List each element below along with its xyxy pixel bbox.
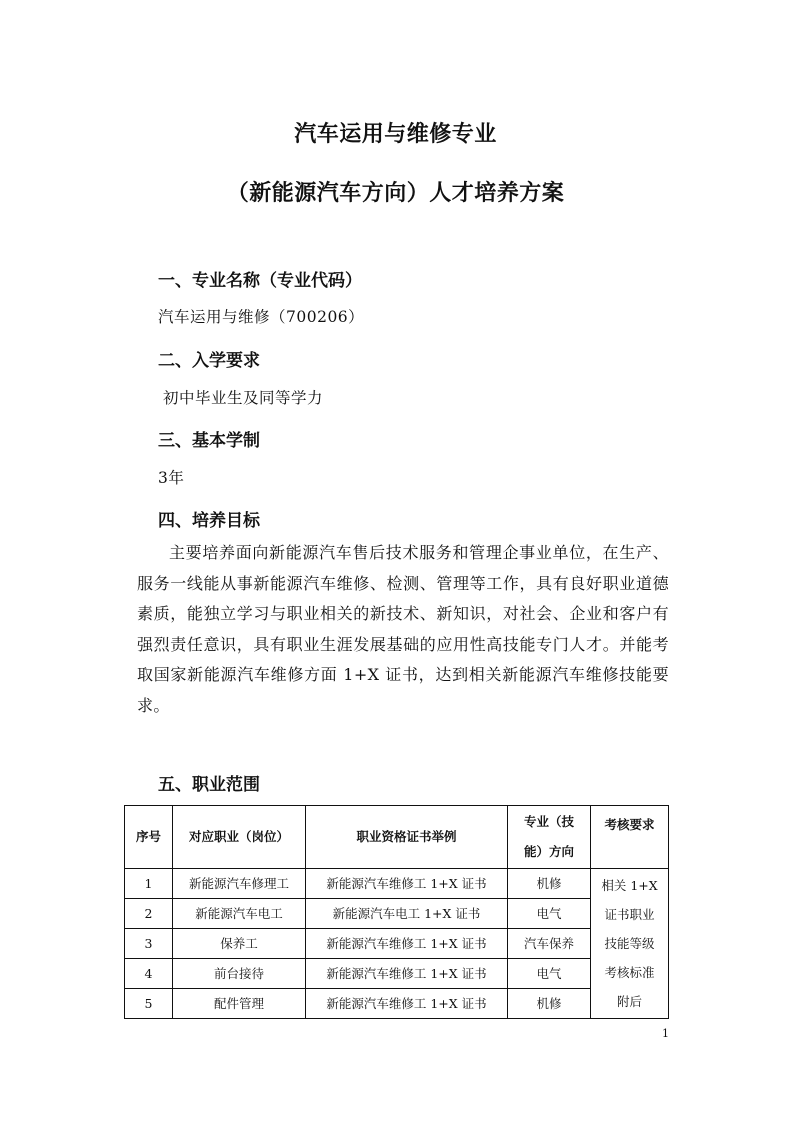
cell-job: 配件管理 [173, 989, 306, 1019]
section-5-heading: 五、职业范围 [158, 775, 260, 795]
requirement-line: 附后 [616, 994, 642, 1009]
header-major-line2: 能）方向 [523, 844, 574, 859]
table-row [125, 929, 669, 959]
section-3-heading: 三、基本学制 [158, 431, 260, 451]
cell-job: 前台接待 [173, 959, 306, 989]
cell-cert: 新能源汽车电工 1+X 证书 [306, 899, 508, 929]
cell-job: 保养工 [173, 929, 306, 959]
cell-cert: 新能源汽车维修工 1+X 证书 [306, 959, 508, 989]
occupation-table [124, 805, 669, 1019]
table-row [125, 869, 669, 899]
requirement-line: 证书职业 [604, 907, 655, 922]
section-4-heading: 四、培养目标 [158, 511, 260, 531]
section-2-heading: 二、入学要求 [158, 351, 260, 371]
table-row [125, 959, 669, 989]
cell-no: 1 [125, 869, 173, 899]
cell-cert: 新能源汽车维修工 1+X 证书 [306, 929, 508, 959]
cell-job: 新能源汽车电工 [173, 899, 306, 929]
cell-major: 电气 [508, 959, 591, 989]
cell-no: 5 [125, 989, 173, 1019]
cell-major: 机修 [508, 869, 591, 899]
requirement-line: 考核标准 [604, 965, 655, 980]
cell-cert: 新能源汽车维修工 1+X 证书 [306, 869, 508, 899]
cell-major: 电气 [508, 899, 591, 929]
cell-requirement [591, 869, 669, 1019]
document-title-line1: 汽车运用与维修专业 [294, 122, 497, 147]
section-1-heading: 一、专业名称（专业代码） [158, 271, 362, 291]
header-req: 考核要求 [591, 806, 669, 869]
header-no: 序号 [125, 806, 173, 869]
cell-major: 汽车保养 [508, 929, 591, 959]
header-cert: 职业资格证书举例 [306, 806, 508, 869]
cell-job: 新能源汽车修理工 [173, 869, 306, 899]
section-2-text: 初中毕业生及同等学力 [163, 389, 324, 407]
cell-cert: 新能源汽车维修工 1+X 证书 [306, 989, 508, 1019]
table-row [125, 899, 669, 929]
header-major-line1: 专业（技 [523, 814, 574, 829]
requirement-line: 技能等级 [604, 936, 655, 951]
table-row [125, 989, 669, 1019]
section-3-text: 3年 [158, 469, 185, 487]
header-job: 对应职业（岗位） [173, 806, 306, 869]
cell-no: 3 [125, 929, 173, 959]
cell-major: 机修 [508, 989, 591, 1019]
document-title-line2: （新能源汽车方向）人才培养方案 [226, 181, 565, 206]
cell-no: 2 [125, 899, 173, 929]
cell-no: 4 [125, 959, 173, 989]
section-4-paragraph: 主要培养面向新能源汽车售后技术服务和管理企事业单位，在生产、服务一线能从事新能源汽车维修、检测、管理等工作，具有良好职业道德素质，能独立学习与职业相关的新技术、新知识，对社会、企业和客户有强烈责任意识，具有职业生涯发展基础的应用性高技能专门人才。并能考取国家新能源汽车维修方面 1+X 证书，达到相关新能源汽车维修技能要求。 [137, 543, 669, 715]
table-header-row [125, 806, 669, 869]
section-1-text: 汽车运用与维修（700206） [158, 308, 365, 326]
header-major [508, 806, 591, 869]
requirement-line: 相关 1+X [601, 878, 658, 893]
page-number: 1 [662, 1027, 669, 1040]
